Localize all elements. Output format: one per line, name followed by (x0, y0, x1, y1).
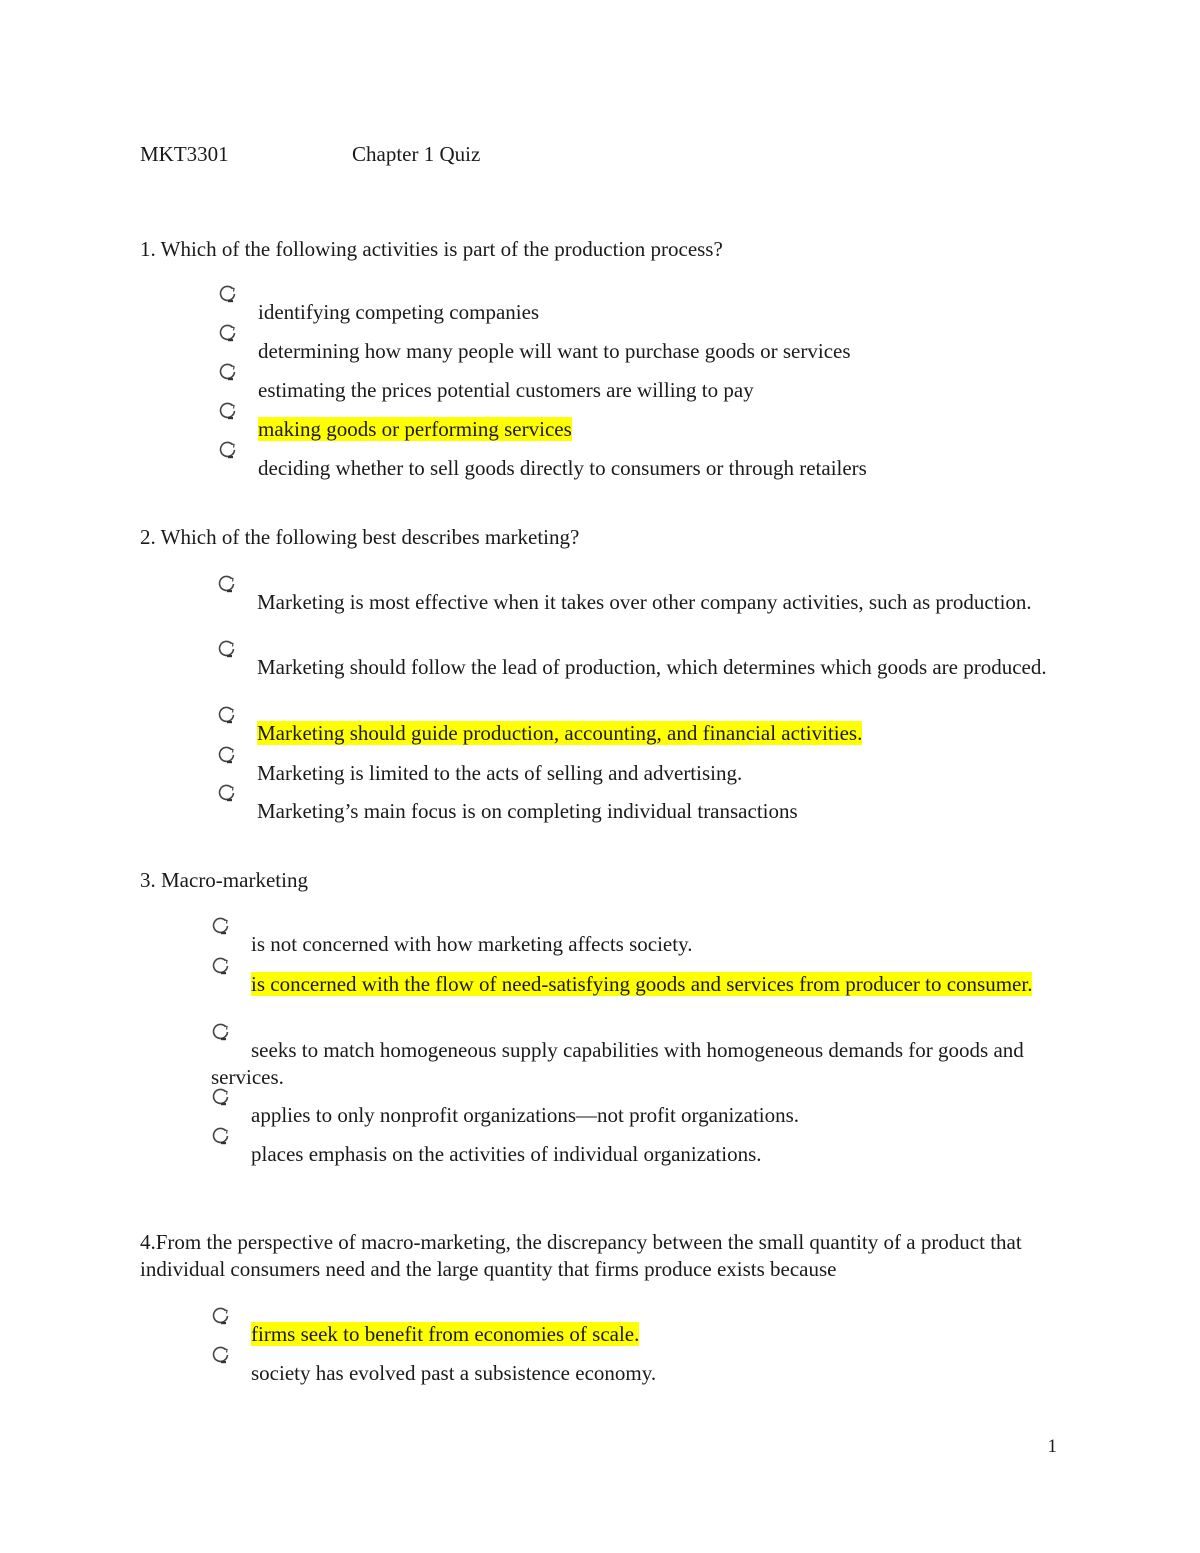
option-text: applies to only nonprofit organizations—not profit organizations. (251, 1103, 800, 1127)
option[interactable] (218, 332, 1058, 371)
option[interactable] (217, 792, 1057, 830)
question-2-prompt: 2. Which of the following best describes marketing? (140, 525, 580, 549)
radio-button-icon[interactable] (217, 792, 257, 812)
option-text: Marketing should follow the lead of production, which determines which goods are produced. (257, 655, 1047, 679)
option[interactable] (211, 965, 1051, 1031)
option-text: deciding whether to sell goods directly to consumers or through retailers (258, 456, 867, 480)
option-text: Marketing is most effective when it takes over other company activities, such as production. (257, 590, 1032, 614)
option[interactable] (217, 754, 1057, 792)
option-text: Marketing is limited to the acts of selling and advertising. (257, 761, 743, 785)
option-text: is not concerned with how marketing affects society. (251, 932, 693, 956)
option[interactable] (211, 1315, 1051, 1354)
radio-button-icon[interactable] (211, 1354, 251, 1374)
option[interactable] (217, 583, 1057, 648)
option[interactable] (211, 925, 1051, 965)
radio-button-icon[interactable] (211, 1135, 251, 1155)
radio-button-icon[interactable] (217, 583, 257, 603)
option-text-highlighted: is concerned with the flow of need-satisfying goods and services from producer to consumer. (251, 972, 1033, 996)
question-1-prompt: 1. Which of the following activities is part of the production process? (140, 237, 723, 261)
radio-button-icon[interactable] (218, 332, 258, 352)
option-text: determining how many people will want to purchase goods or services (258, 339, 851, 363)
option-text: identifying competing companies (258, 300, 540, 324)
radio-button-icon[interactable] (217, 714, 257, 734)
option-text-highlighted: Marketing should guide production, accounting, and financial activities. (257, 721, 863, 745)
question-4-options (211, 1315, 1051, 1393)
radio-button-icon[interactable] (218, 293, 258, 313)
radio-button-icon[interactable] (218, 410, 258, 430)
option-text: estimating the prices potential customers are willing to pay (258, 378, 754, 402)
course-code: MKT3301 (140, 142, 229, 166)
question-1-options (218, 293, 1058, 488)
option-text-highlighted: firms seek to benefit from economies of scale. (251, 1322, 640, 1346)
question-4-prompt: 4.From the perspective of macro-marketing, the discrepancy between the small quantity of a product that individual consumers need and the large quantity that firms produce exists because (140, 1230, 1022, 1281)
option[interactable] (211, 1096, 1051, 1135)
quiz-title: Chapter 1 Quiz (352, 142, 481, 166)
option[interactable] (217, 714, 1057, 754)
question-3-prompt: 3. Macro-marketing (140, 868, 308, 892)
option[interactable] (211, 1031, 1051, 1096)
question-3-options (211, 925, 1051, 1174)
option[interactable] (217, 648, 1057, 714)
radio-button-icon[interactable] (211, 965, 251, 985)
option[interactable] (218, 449, 1058, 488)
option[interactable] (218, 410, 1058, 449)
radio-button-icon[interactable] (211, 1031, 251, 1051)
radio-button-icon[interactable] (211, 925, 251, 945)
option[interactable] (211, 1354, 1051, 1393)
radio-button-icon[interactable] (217, 648, 257, 668)
radio-button-icon[interactable] (217, 754, 257, 774)
page-number: 1 (1047, 1436, 1057, 1457)
option-text: places emphasis on the activities of individual organizations. (251, 1142, 762, 1166)
radio-button-icon[interactable] (218, 371, 258, 391)
option[interactable] (218, 371, 1058, 410)
option-text: Marketing’s main focus is on completing individual transactions (257, 799, 798, 823)
option[interactable] (211, 1135, 1051, 1174)
radio-button-icon[interactable] (218, 449, 258, 469)
question-2-options (217, 583, 1057, 830)
option-text-highlighted: making goods or performing services (258, 417, 572, 441)
radio-button-icon[interactable] (211, 1315, 251, 1335)
option-text: seeks to match homogeneous supply capabilities with homogeneous demands for goods and services. (211, 1038, 1024, 1089)
radio-button-icon[interactable] (211, 1096, 251, 1116)
option-text: society has evolved past a subsistence economy. (251, 1361, 657, 1385)
option[interactable] (218, 293, 1058, 332)
